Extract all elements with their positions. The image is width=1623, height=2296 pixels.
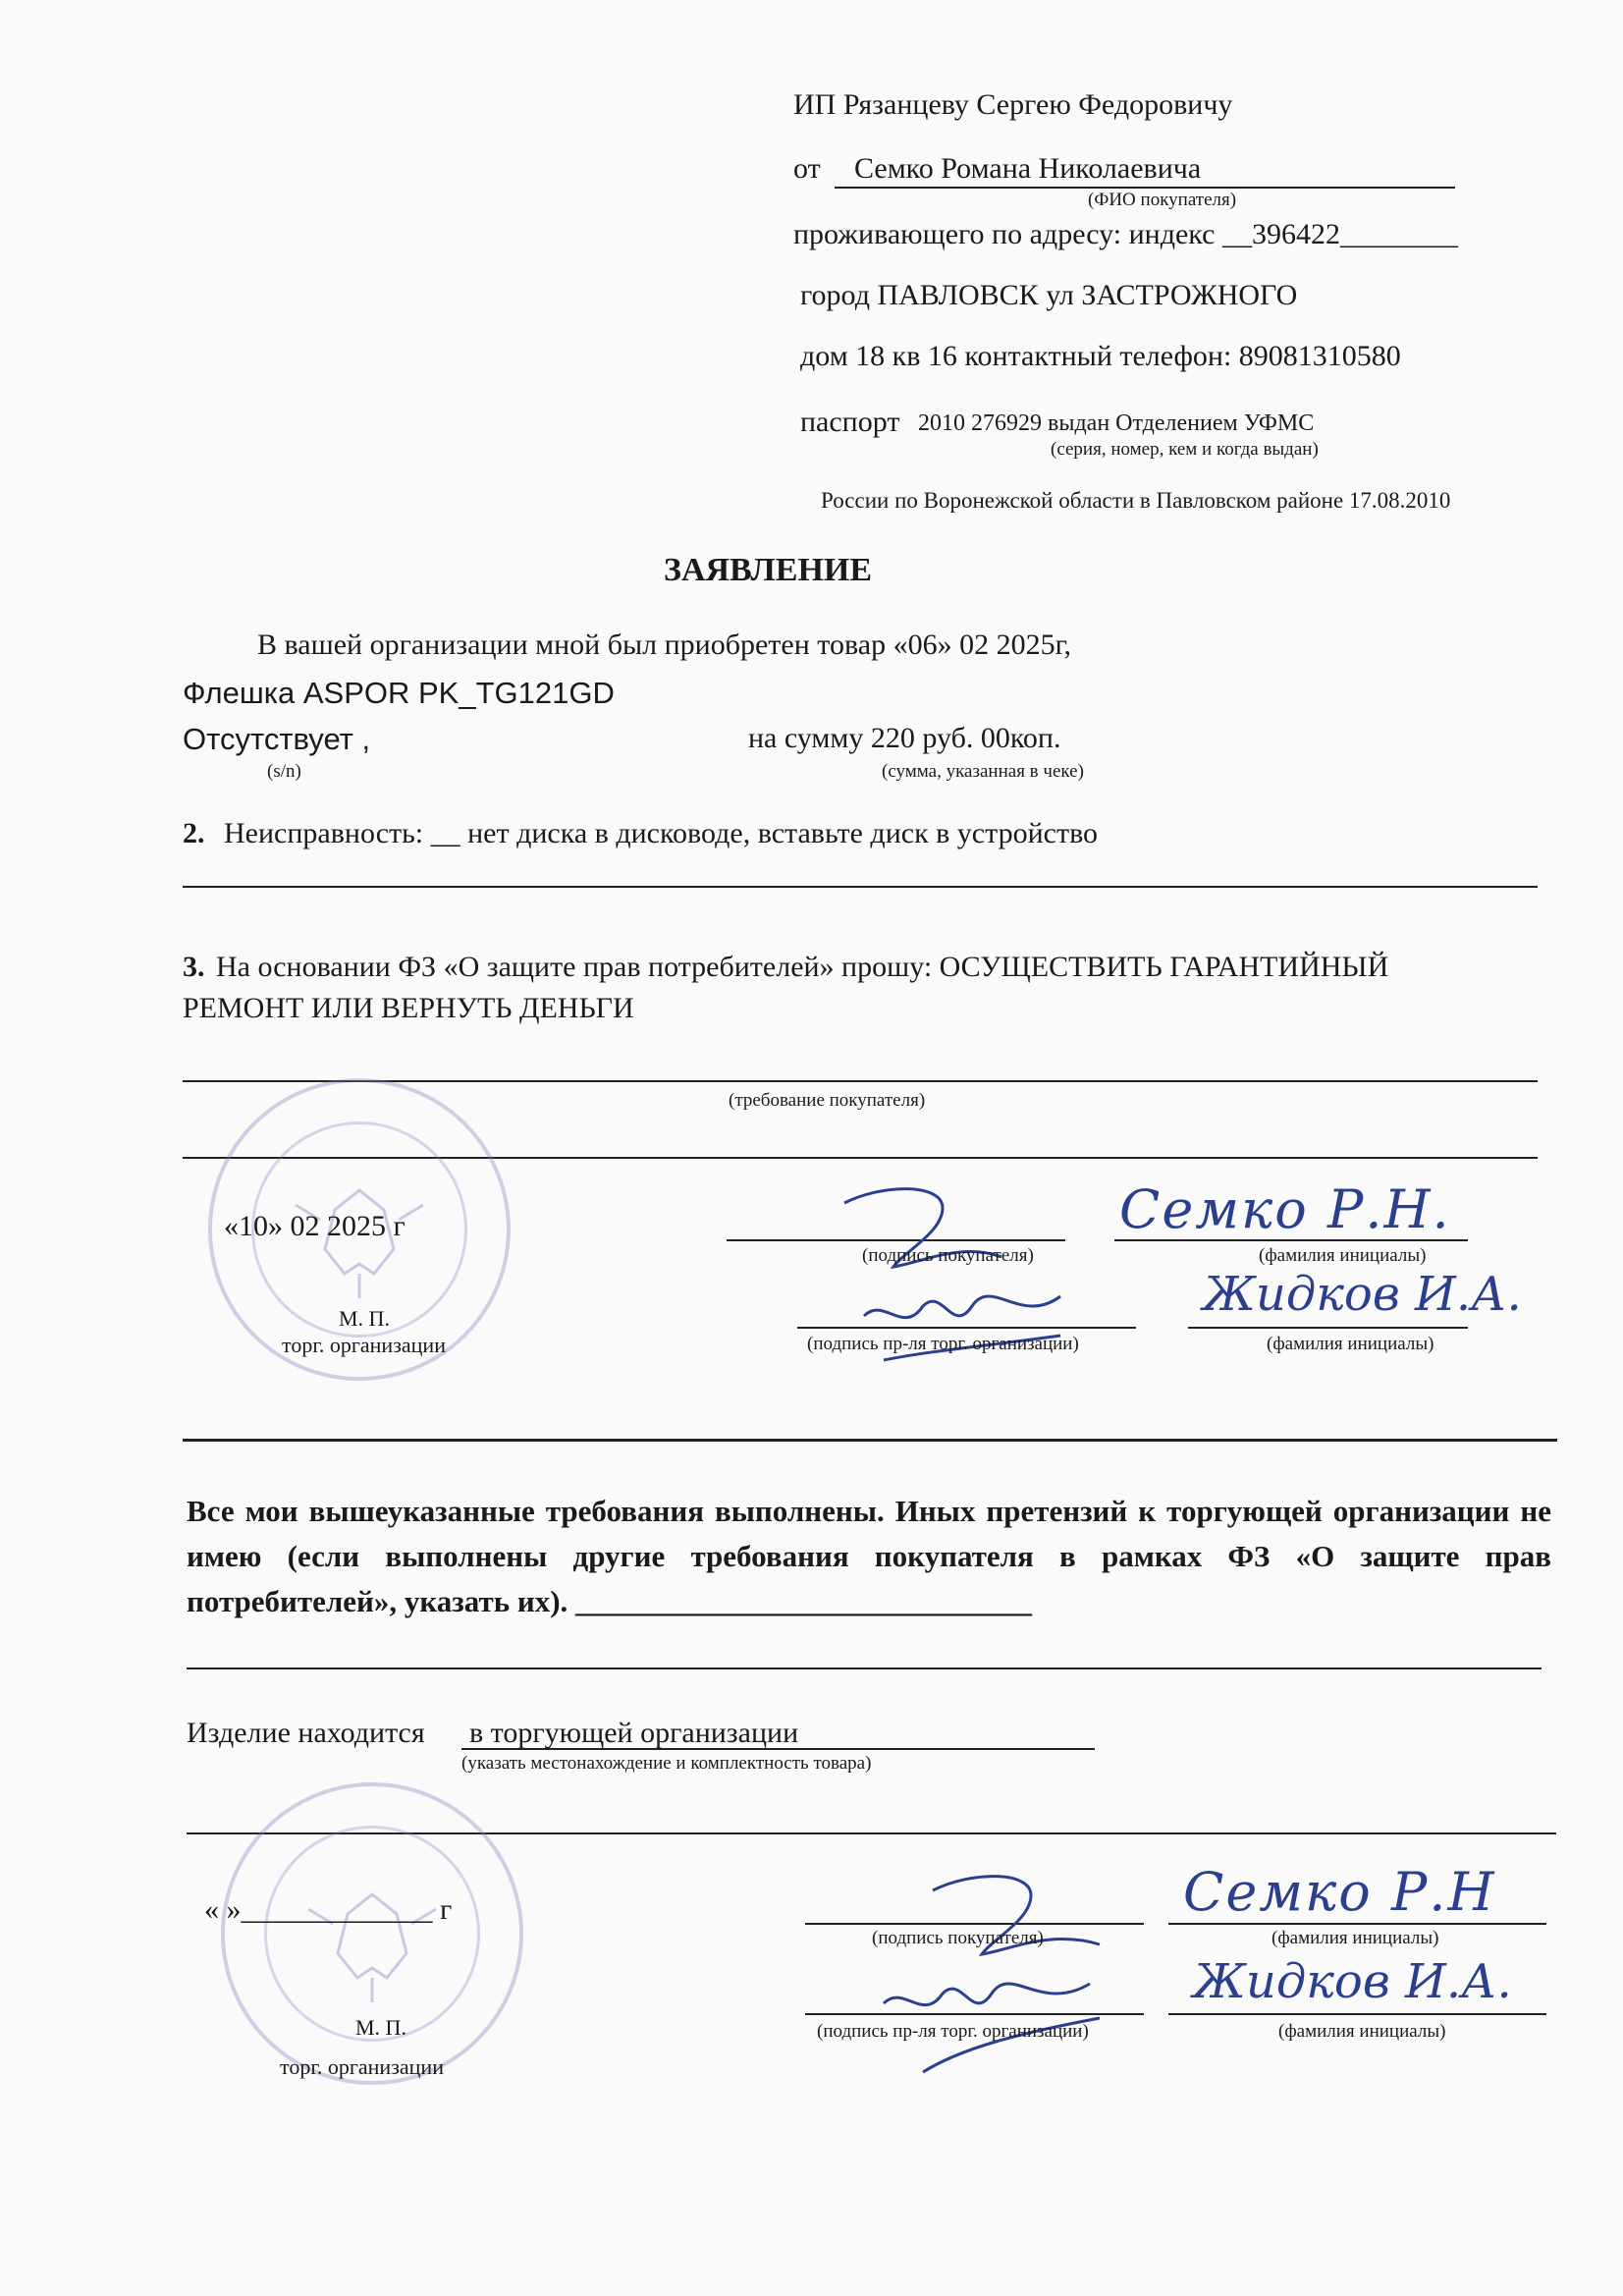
seller-signature-1 bbox=[844, 1267, 1100, 1375]
sign2-mp: М. П. bbox=[355, 2015, 406, 2040]
purchase-line: В вашей организации мной был приобретен товар «06» 02 2025г, bbox=[257, 629, 1071, 661]
sign1-org: торг. организации bbox=[282, 1333, 446, 1357]
passport-label: паспорт bbox=[800, 406, 900, 438]
buyer-name-hint: (ФИО покупателя) bbox=[1088, 190, 1237, 210]
fault-text: Неисправность: __ нет диска в дисководе, вставьте диск в устройство bbox=[224, 817, 1099, 849]
sign2-org: торг. организации bbox=[280, 2054, 444, 2079]
seller-handwritten-name-1: Жидков И.А. bbox=[1203, 1267, 1522, 1322]
seller-signature-2 bbox=[864, 1949, 1159, 2087]
recipient: ИП Рязанцеву Сергею Федоровичу bbox=[793, 88, 1233, 121]
house-line: дом 18 кв 16 контактный телефон: 89081310580 bbox=[800, 340, 1401, 372]
sum-hint: (сумма, указанная в чеке) bbox=[882, 761, 1084, 782]
buyer-handwritten-name-2: Семко Р.Н bbox=[1183, 1861, 1496, 1923]
sign1-mp: М. П. bbox=[339, 1306, 390, 1331]
demand-number: 3. bbox=[183, 951, 205, 983]
fault-number: 2. bbox=[183, 817, 205, 849]
sign2-buyer-name-hint: (фамилия инициалы) bbox=[1271, 1928, 1439, 1948]
sign2-seller-name-hint: (фамилия инициалы) bbox=[1278, 2021, 1446, 2042]
product-name: Флешка ASPOR PK_TG121GD bbox=[183, 676, 615, 710]
section-divider bbox=[183, 1439, 1557, 1442]
buyer-handwritten-name-1: Семко Р.Н. bbox=[1119, 1178, 1451, 1240]
passport-value: 2010 276929 выдан Отделением УФМС bbox=[918, 410, 1315, 436]
demand-text-2: РЕМОНТ ИЛИ ВЕРНУТЬ ДЕНЬГИ bbox=[183, 992, 634, 1024]
demand-hint: (требование покупателя) bbox=[729, 1090, 926, 1111]
resolution-text: Все мои вышеуказанные требования выполнены. Иных претензий к торгующей организации не имею (если выполнены другие требования покупателя в рамках ФЗ «О защите прав потребителей», указать их). ______________________________ bbox=[187, 1494, 1551, 1618]
sign1-seller-sig-hint: (подпись пр-ля торг. организации) bbox=[807, 1334, 1079, 1354]
sign2-date: « »_____________ г bbox=[204, 1893, 453, 1926]
location-hint: (указать местонахождение и комплектность товара) bbox=[461, 1753, 872, 1774]
serial-number: Отсутствует , bbox=[183, 722, 371, 756]
city-line: город ПАВЛОВСК ул ЗАСТРОЖНОГО bbox=[800, 279, 1298, 311]
sign2-buyer-sig-hint: (подпись покупателя) bbox=[872, 1928, 1044, 1948]
passport-continuation: России по Воронежской области в Павловском районе 17.08.2010 bbox=[821, 488, 1451, 513]
buyer-name: Семко Романа Николаевича bbox=[854, 152, 1202, 185]
document-title: ЗАЯВЛЕНИЕ bbox=[664, 552, 873, 588]
location-label: Изделие находится bbox=[187, 1717, 425, 1749]
demand-text-1: На основании ФЗ «О защите прав потребителей» прошу: ОСУЩЕСТВИТЬ ГАРАНТИЙНЫЙ bbox=[216, 951, 1389, 983]
sign1-buyer-sig-hint: (подпись покупателя) bbox=[862, 1245, 1034, 1266]
address-line: проживающего по адресу: индекс __396422________ bbox=[793, 218, 1458, 250]
sign1-date: «10» 02 2025 г bbox=[224, 1210, 406, 1242]
serial-hint: (s/n) bbox=[267, 761, 301, 782]
purchase-sum: на сумму 220 руб. 00коп. bbox=[748, 722, 1061, 754]
from-prefix: от bbox=[793, 152, 821, 185]
seller-handwritten-name-2: Жидков И.А. bbox=[1193, 1954, 1512, 2009]
location-value: в торгующей организации bbox=[469, 1717, 799, 1749]
sign1-seller-name-hint: (фамилия инициалы) bbox=[1267, 1334, 1434, 1354]
sign2-seller-sig-hint: (подпись пр-ля торг. организации) bbox=[817, 2021, 1089, 2042]
sign1-buyer-name-hint: (фамилия инициалы) bbox=[1259, 1245, 1427, 1266]
passport-hint: (серия, номер, кем и когда выдан) bbox=[1051, 439, 1319, 460]
